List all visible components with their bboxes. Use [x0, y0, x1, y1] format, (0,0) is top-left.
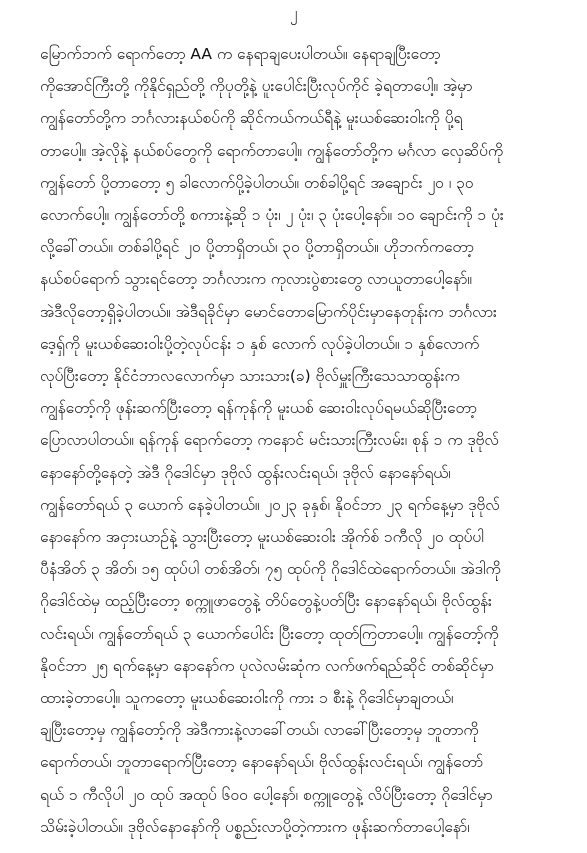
text-line: ကိုအောင်ကြီးတို့ ကိုနိုင်ရှည်တို့ ကိုပုတို့နဲ့ ပူးပေါင်းပြီးလုပ်ကိုင် ခဲ့ရတာပေါ့။ အဲ့မှာ	[40, 77, 473, 96]
text-line: နောနော်က အငှားယာဉ်နဲ့ သွားပြီးတော့ မူးယစ်ဆေးဝါး အိုက်စ် ၁ကီလို ၂၀ ထုပ်ပါ	[40, 528, 484, 547]
text-line: နောနော်တို့နေတဲ့ အဲဒီ ဂိုဒေါင်မှာ ဒုဗိုလ် ထွန်းလင်းရယ်၊ ဒုဗိုလ် နောနော်ရယ်၊	[40, 463, 451, 482]
text-line: သိမ်းခဲ့ပါတယ်။ ဒုဗိုလ်နောနော်ကို ပစ္စည်းလာပို့တဲ့ကားက ဖုန်းဆက်တာပေါ့နော်၊	[40, 817, 470, 836]
text-line: နိုဝင်ဘာ ၂၅ ရက်နေ့မှာ နောနော်က ပုလဲလမ်းဆုံက လက်ဖက်ရည်ဆိုင် တစ်ဆိုင်မှာ	[40, 656, 494, 675]
text-line: ပြောလာပါတယ်။ ရန်ကုန် ရောက်တော့ ကနောင် မင်းသားကြီးလမ်း၊ စုန် ၁ က ဒုဗိုလ်	[40, 431, 499, 450]
text-line: ချပြီးတော့မှ ကျွန်တော့်ကို အဲဒီကားနဲ့လာခေါ်တယ်၊ လာခေါ်ပြီးတော့မှ ဘူတာကို	[40, 721, 479, 740]
text-line: မြောက်ဘက် ရောက်တော့ AA က နေရာချပေးပါတယ်။ နေရာချပြီးတော့	[40, 45, 441, 63]
text-line: အဲဒီလိုတော့ရှိခဲ့ပါတယ်။ အဲဒီရခိုင်မှာ မောင်တောမြောက်ပိုင်းမှာနေတုန်းက ဘင်္ဂလား	[40, 302, 497, 321]
text-line: လို့ခေါ်တယ်။ တစ်ခါပို့ရင် ၂၀ ပို့တာရှိတယ်၊ ၃၀ ပို့တာရှိတယ်။ ဟိုဘက်ကတော့	[40, 238, 474, 257]
page-number: ၂	[289, 4, 298, 22]
text-line: လောက်ပေါ့။ ကျွန်တော်တို့ စကားနဲ့ဆို ၁ ပုံး၊ ၂ ပုံး၊ ၃ ပုံးပေါ့နော်။ ၁၀ ချောင်းကို ၁ ပုံး	[40, 206, 504, 225]
text-line: လင်းရယ်၊ ကျွန်တော်ရယ် ၃ ယောက်ပေါင်း ပြီးတော့ ထုတ်ကြတာပေါ့။ ကျွန်တော့်ကို	[40, 624, 499, 643]
text-line: နယ်စပ်ရောက် သွားရင်တော့ ဘင်္ဂလားက ကုလားပွဲစားတွေ လာယူတာပေါ့နော်။	[40, 270, 472, 289]
text-line: လုပ်ပြီးတော့ နိုင်ငံဘာလလောက်မှာ သားသား(ခ) ဗိုလ်မှူးကြီးသေသာထွန်းက	[40, 367, 460, 386]
text-line: ကျွန်တော်တို့က ဘင်္ဂလားနယ်စပ်ကို ဆိုင်ကယ်ကယ်ရီနဲ့ မူးယစ်ဆေးဝါးကို ပို့ရ	[40, 109, 463, 128]
text-line: ထားခဲ့တာပေါ့။ သူကတော့ မူးယစ်ဆေးဝါးကို ကား ၁ စီးနဲ့ ဂိုဒေါင်မှာချတယ်၊	[40, 689, 454, 708]
text-line: တာပေါ့။ အဲ့လိုနဲ့ နယ်စပ်တွေကို ရောက်တာပေါ့။ ကျွန်တော်တို့က မင်္ဂလာ လှေဆိပ်ကို	[40, 141, 504, 160]
text-line: ရယ် ၁ ကီလိုပါ ၂၀ ထုပ် အထုပ် ၆၀၀ ပေါ့နော်၊ စက္ကူတွေနဲ့ လိပ်ပြီးတော့ ဂိုဒေါင်မှာ	[40, 785, 493, 804]
body-text	[40, 38, 576, 843]
text-line: ကျွန်တော့်ကို ဖုန်းဆက်ပြီးတော့ ရန်ကုန်ကို မူးယစ် ဆေးဝါးလုပ်ရမယ်ဆိုပြီးတော့	[40, 399, 477, 418]
text-line: ပီနံအိတ် ၃ အိတ်၊ ၁၅ ထုပ်ပါ တစ်အိတ်၊ ၇၅ ထုပ်ကို ဂိုဒေါင်ထဲရောက်တယ်။ အဲဒါကို	[40, 560, 501, 579]
text-line: ဂိုဒေါင်ထဲမှ ထည့်ပြီးတော့ စက္ကူဖာတွေနဲ့ တိပ်တွေနဲ့ပတ်ပြီး နောနော်ရယ်၊ ဗိုလ်ထွန်း	[40, 592, 492, 611]
text-line: ဒေ့ရှ်ကို မူးယစ်ဆေးဝါးပို့တဲ့လုပ်ငန်း ၁ နှစ် လောက် လုပ်ခဲ့ပါတယ်။ ၁ နှစ်လောက်	[40, 334, 480, 353]
text-line: ရောက်တယ်၊ ဘူတာရောက်ပြီးတော့ နောနော်ရယ်၊ ဗိုလ်ထွန်းလင်းရယ်၊ ကျွန်တော်	[40, 753, 483, 772]
text-line: ကျွန်တော်ရယ် ၃ ယောက် နေခဲ့ပါတယ်။ ၂၀၂၃ ခုနှစ်၊ နိုဝင်ဘာ ၂၃ ရက်နေ့မှာ ဒုဗိုလ်	[40, 495, 500, 514]
text-line: ကျွန်တော် ပို့တာတော့ ၅ ခါလောက်ပို့ခဲ့ပါတယ်။ တစ်ခါပို့ရင် အချောင်း ၂၀ ၊ ၃၀	[40, 173, 474, 192]
